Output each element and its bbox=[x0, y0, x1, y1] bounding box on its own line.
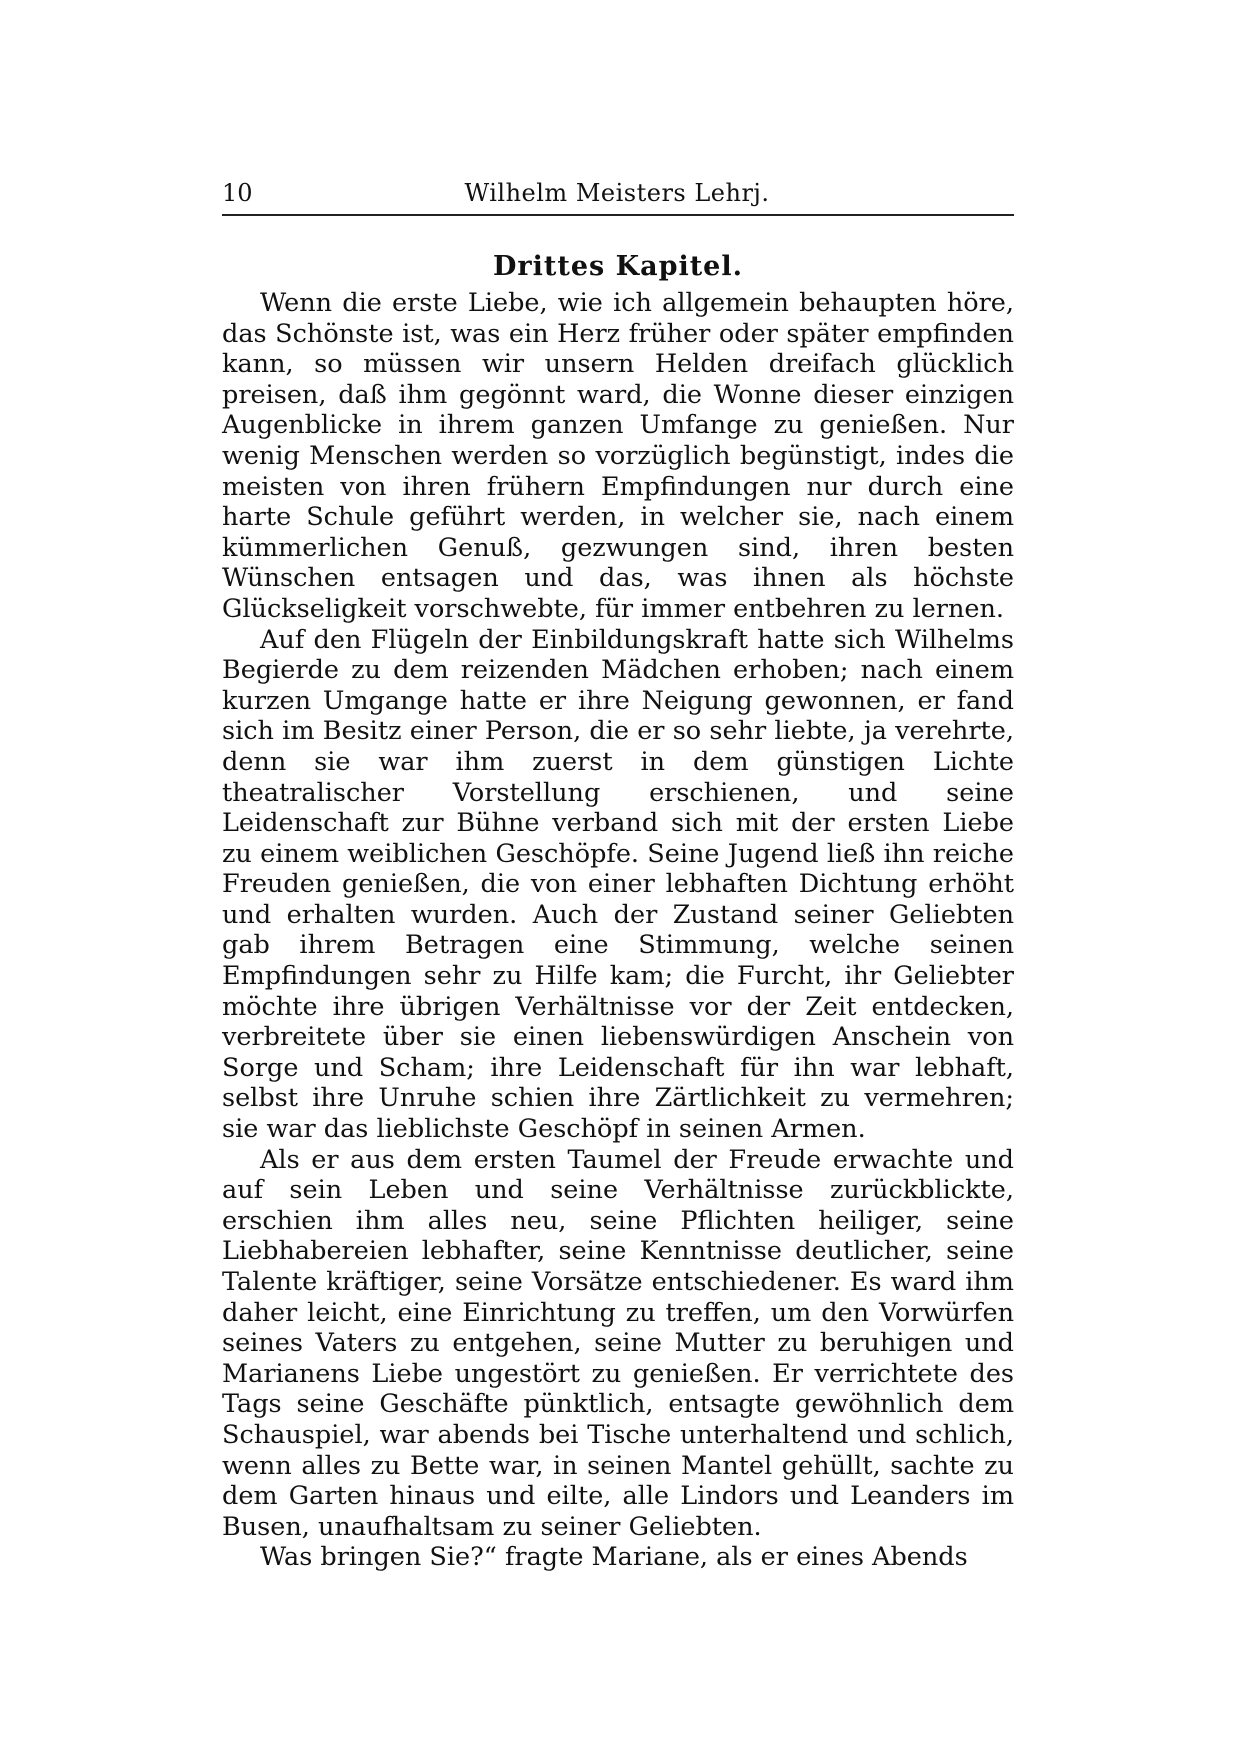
page-number: 10 bbox=[222, 179, 253, 207]
chapter-title: Drittes Kapitel. bbox=[492, 251, 744, 282]
paragraph-2: Auf den Flügeln der Einbildungskraft hatte sich Wilhelms Begierde zu dem reizenden Mädchen erhoben; nach einem kurzen Umgange hatte er ihre Neigung gewonnen, er fand sich im Besitz einer Person, die er so sehr liebte, ja verehrte, denn sie war ihm zuerst in dem günstigen Lichte theatralischer Vorstellung erschienen, und seine Leidenschaft zur Bühne verband sich mit der ersten Liebe zu einem weiblichen Geschöpfe. Seine Jugend ließ ihn reiche Freuden genießen, die von einer lebhaften Dichtung erhöht und erhalten wurden. Auch der Zustand seiner Geliebten gab ihrem Betragen eine Stimmung, welche seinen Empfindungen sehr zu Hilfe kam; die Furcht, ihr Geliebter möchte ihre übrigen Verhältnisse vor der Zeit entdecken, verbreitete über sie einen liebenswürdigen Anschein von Sorge und Scham; ihre Leidenschaft für ihn war lebhaft, selbst ihre Unruhe schien ihre Zärtlichkeit zu vermehren; sie war das lieblichste Geschöpf in seinen Armen. bbox=[222, 624, 1014, 1145]
body-text bbox=[222, 288, 1014, 1573]
paragraph-4: Was bringen Sie?“ fragte Mariane, als er eines Abends bbox=[260, 1542, 968, 1573]
paragraph-1: Wenn die erste Liebe, wie ich allgemein behaupten höre, das Schönste ist, was ein Herz früher oder später empfinden kann, so müssen wir unsern Helden dreifach glücklich preisen, daß ihm gegönnt ward, die Wonne dieser einzigen Augenblicke in ihrem ganzen Umfange zu genießen. Nur wenig Menschen werden so vorzüglich begünstigt, indes die meisten von ihren frühern Empfindungen nur durch eine harte Schule geführt werden, in welcher sie, nach einem kümmerlichen Genuß, gezwungen sind, ihren besten Wünschen entsagen und das, was ihnen als höchste Glückseligkeit vorschwebte, für immer entbehren zu lernen. bbox=[222, 288, 1014, 624]
header-rule bbox=[222, 214, 1014, 216]
paragraph-3: Als er aus dem ersten Taumel der Freude erwachte und auf sein Leben und seine Verhältnisse zurückblickte, erschien ihm alles neu, seine Pflichten heiliger, seine Liebhabereien lebhafter, seine Kenntnisse deutlicher, seine Talente kräftiger, seine Vorsätze entschiedener. Es ward ihm daher leicht, eine Einrichtung zu treffen, um den Vorwürfen seines Vaters zu entgehen, seine Mutter zu beruhigen und Marianens Liebe ungestört zu genießen. Er verrichtete des Tags seine Geschäfte pünktlich, entsagte gewöhnlich dem Schauspiel, war abends bei Tische unterhaltend und schlich, wenn alles zu Bette war, in seinen Mantel gehüllt, sachte zu dem Garten hinaus und eilte, alle Lindors und Leanders im Busen, unaufhaltsam zu seiner Geliebten. bbox=[222, 1144, 1014, 1542]
page-header bbox=[222, 178, 1012, 214]
running-title: Wilhelm Meisters Lehrj. bbox=[464, 179, 770, 207]
